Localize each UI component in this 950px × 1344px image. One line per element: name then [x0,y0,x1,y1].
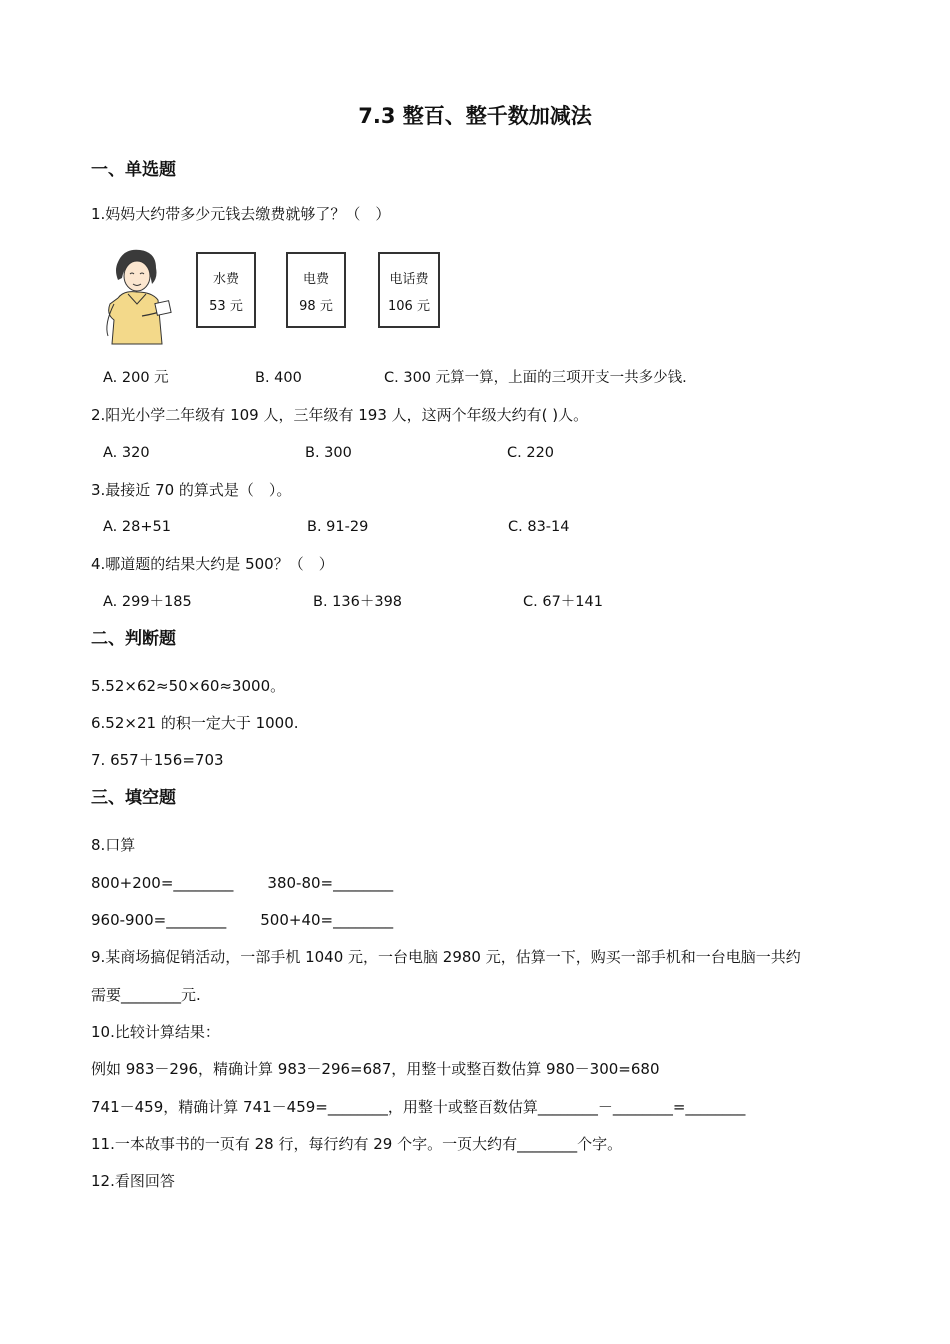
bill-card-water [196,252,256,328]
q8-item-2: 380-80=________ [267,874,394,892]
question-12: 12.看图回答 [91,1172,175,1190]
question-9-line-1: 9.某商场搞促销活动，一部手机 1040 元，一台电脑 2980 元，估算一下，购买一部手机和一台电脑一共约 [91,948,801,966]
bill-amount: 106 元 [388,299,430,314]
q8-item-1: 800+200=________ [91,874,234,892]
q4-option-b: B. 136＋398 [313,594,403,610]
question-9-line-2: 需要________元. [91,986,201,1004]
q1-option-c: C. 300 元算一算，上面的三项开支一共多少钱. [384,370,687,386]
q8-row-1 [91,872,393,894]
bill-card-phone [378,252,440,328]
bill-name: 电费 [302,272,329,287]
bill-amount: 53 元 [209,299,243,314]
q3-option-a: A. 28+51 [103,519,171,535]
q8-item-4: 500+40=________ [260,911,394,929]
question-8: 8.口算 [91,836,136,854]
question-11: 11.一本故事书的一页有 28 行，每行约有 29 个字。一页大约有________个字。 [91,1135,623,1153]
section-heading-single-choice: 一、单选题 [91,160,176,180]
question-1-figure [96,244,456,348]
q2-option-a: A. 320 [103,445,150,461]
question-2: 2.阳光小学二年级有 109 人，三年级有 193 人，这两个年级大约有( )人。 [91,406,589,424]
question-1: 1.妈妈大约带多少元钱去缴费就够了？（ ） [91,205,391,223]
q3-option-b: B. 91-29 [307,519,369,535]
bill-amount: 98 元 [299,299,333,314]
question-6: 6.52×21 的积一定大于 1000. [91,714,299,732]
bill-name: 电话费 [389,272,429,287]
q8-item-3: 960-900=________ [91,911,227,929]
q1-option-b: B. 400 [255,370,302,386]
q3-option-c: C. 83-14 [508,519,570,535]
question-3: 3.最接近 70 的算式是（ ）。 [91,481,292,499]
question-10-example: 例如 983－296，精确计算 983－296=687，用整十或整百数估算 980－300=680 [91,1060,660,1078]
section-heading-true-false: 二、判断题 [91,629,176,649]
bill-name: 水费 [212,272,239,287]
section-heading-fill-blank: 三、填空题 [91,788,176,808]
question-10-task: 741－459，精确计算 741－459=________，用整十或整百数估算________－________=________ [91,1098,746,1116]
bill-card-electricity [286,252,346,328]
q4-option-c: C. 67＋141 [523,594,603,610]
q4-option-a: A. 299＋185 [103,594,192,610]
question-10: 10.比较计算结果： [91,1023,220,1041]
q8-row-2 [91,909,393,931]
q2-option-c: C. 220 [507,445,555,461]
question-5: 5.52×62≈50×60≈3000。 [91,677,286,695]
mother-illustration [96,244,176,348]
page-title: 7.3 整百、整千数加减法 [358,104,592,128]
question-7: 7. 657＋156=703 [91,751,224,769]
q2-option-b: B. 300 [305,445,352,461]
q1-option-a: A. 200 元 [103,370,169,386]
question-4: 4.哪道题的结果大约是 500？（ ） [91,555,334,573]
